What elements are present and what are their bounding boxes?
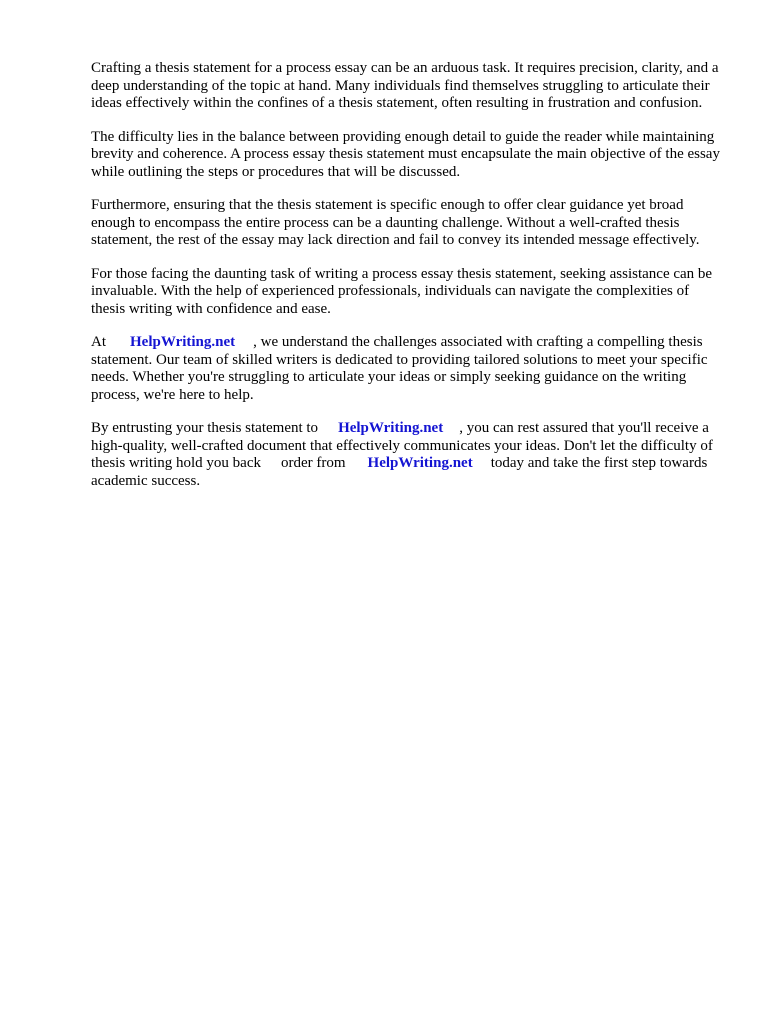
- paragraph-3: Furthermore, ensuring that the thesis statement is specific enough to offer clear guidance yet broad enough to encompass the entire process can be a daunting challenge. Without a well-crafted thesis statement, the rest of the essay may lack direction and fail to convey its intended message effectively.: [91, 197, 700, 248]
- paragraph-4: For those facing the daunting task of writing a process essay thesis statement, seeking assistance can be invaluable. With the help of experienced professionals, individuals can navigate the complexities of thesis writing with confidence and ease.: [91, 265, 713, 317]
- helpwriting-link-1[interactable]: HelpWriting.net: [130, 334, 236, 350]
- paragraph-1: Crafting a thesis statement for a process essay can be an arduous task. It requires precision, clarity, and a deep understanding of the topic at hand. Many individuals find themselves struggling to articulate their ideas effectively within the confines of a thesis statement, often resulting in frustration and confusion.: [91, 60, 719, 111]
- helpwriting-link-2[interactable]: HelpWriting.net: [338, 420, 444, 436]
- paragraph-5: [91, 334, 723, 404]
- document-page: [91, 60, 723, 506]
- paragraph-6-text-3: today and take the first step towards academic success.: [91, 455, 708, 489]
- paragraph-5-text: , we understand the challenges associated with crafting a compelling thesis statement. Our team of skilled writers is dedicated to providing tailored solutions to meet your specific needs. Whether you're struggling to articulate your ideas or simply seeking guidance on the writing process, we're here to help.: [91, 334, 708, 403]
- helpwriting-link-3[interactable]: HelpWriting.net: [367, 455, 473, 471]
- paragraph-2: The difficulty lies in the balance between providing enough detail to guide the reader while maintaining brevity and coherence. A process essay thesis statement must encapsulate the main objective of the essay while outlining the steps or procedures that will be discussed.: [91, 128, 720, 180]
- paragraph-6: [91, 420, 723, 490]
- paragraph-5-lead: At: [91, 334, 106, 350]
- paragraph-6-text-1: , you can rest assured that you'll receive a high-quality, well-crafted document that effectively communicates your ideas. Don't let the difficulty of thesis writing hold you back: [91, 420, 713, 471]
- paragraph-6-lead: By entrusting your thesis statement to: [91, 420, 319, 436]
- paragraph-6-text-2: order from: [280, 455, 346, 471]
